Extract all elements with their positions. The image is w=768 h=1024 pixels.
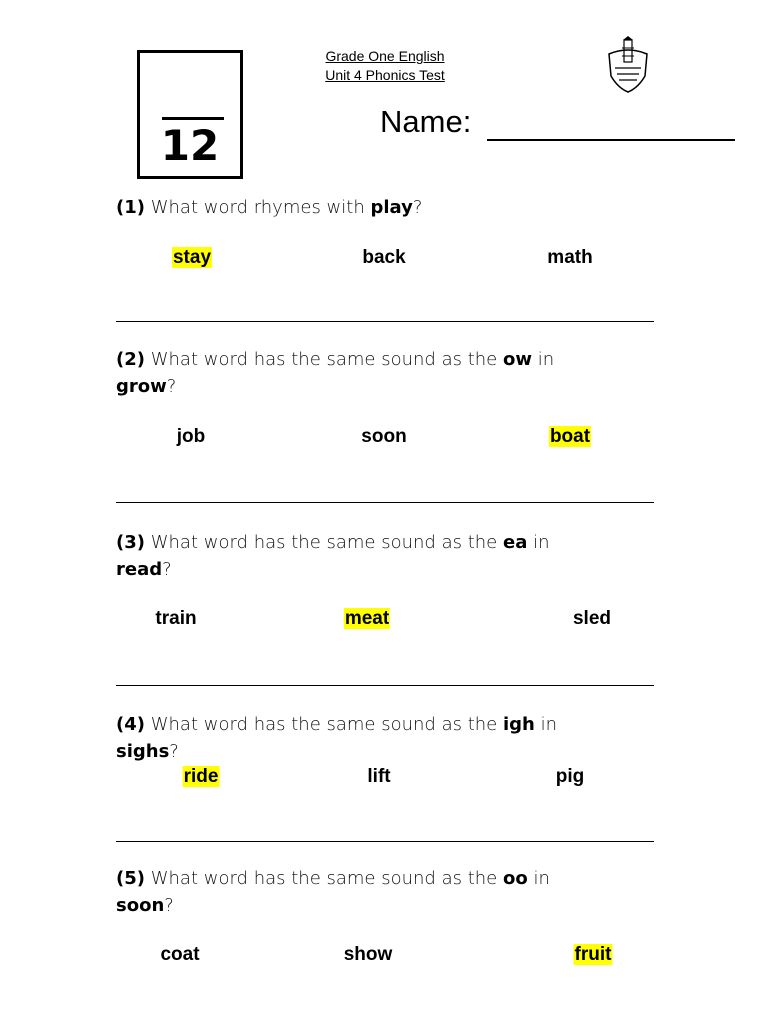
question-target-word: read bbox=[116, 559, 163, 580]
choice-stay bbox=[172, 246, 212, 269]
title-line-2: Unit 4 Phonics Test bbox=[325, 67, 445, 83]
test-title bbox=[290, 47, 480, 85]
answer-highlight: ride bbox=[183, 766, 219, 787]
question-number: (4) bbox=[116, 714, 145, 735]
question-keyword: igh bbox=[502, 714, 535, 735]
score-box bbox=[137, 50, 243, 179]
question-keyword: oo bbox=[502, 868, 528, 889]
choice-boat bbox=[549, 425, 591, 448]
question-keyword: play bbox=[370, 197, 413, 218]
question-text-end: in bbox=[531, 349, 555, 370]
choice-soon: soon bbox=[361, 426, 407, 447]
question-text: What word has the same sound as the bbox=[144, 714, 503, 735]
answer-highlight: meat bbox=[344, 608, 390, 629]
question-text: What word has the same sound as the bbox=[144, 349, 503, 370]
question-target-word: grow bbox=[116, 376, 167, 397]
question-number: (1) bbox=[116, 197, 145, 218]
divider bbox=[116, 685, 654, 686]
question-text: What word has the same sound as the bbox=[144, 868, 503, 889]
school-crest-icon bbox=[603, 36, 653, 96]
question-mark: ? bbox=[162, 559, 172, 580]
name-write-line bbox=[487, 139, 735, 141]
question-text: What word rhymes with bbox=[144, 197, 371, 218]
question-5 bbox=[116, 865, 656, 919]
question-text-end: in bbox=[527, 532, 550, 553]
question-target-word: soon bbox=[116, 895, 165, 916]
choice-show: show bbox=[343, 944, 393, 965]
question-keyword: ea bbox=[502, 532, 528, 553]
choice-back: back bbox=[362, 247, 406, 268]
question-2 bbox=[116, 346, 656, 400]
divider bbox=[116, 321, 654, 322]
choice-meat bbox=[344, 607, 390, 630]
answer-highlight: boat bbox=[549, 426, 591, 447]
name-label: Name: bbox=[380, 104, 472, 139]
title-line-1: Grade One English bbox=[325, 48, 445, 64]
score-total: 12 bbox=[160, 121, 220, 170]
choice-pig: pig bbox=[555, 766, 585, 787]
question-keyword: ow bbox=[502, 349, 532, 370]
choice-math: math bbox=[547, 247, 593, 268]
choice-coat: coat bbox=[160, 944, 200, 965]
score-fraction-line bbox=[162, 117, 224, 120]
question-text-end: in bbox=[527, 868, 550, 889]
choice-lift: lift bbox=[367, 766, 391, 787]
question-target-word: sighs bbox=[116, 741, 170, 762]
question-mark: ? bbox=[169, 741, 179, 762]
question-3 bbox=[116, 529, 656, 583]
question-1 bbox=[116, 194, 656, 221]
choice-train: train bbox=[155, 608, 197, 629]
question-number: (2) bbox=[116, 349, 145, 370]
choice-fruit bbox=[574, 943, 613, 966]
question-text-end: ? bbox=[412, 197, 423, 218]
choice-sled: sled bbox=[572, 608, 612, 629]
question-text-end: in bbox=[534, 714, 557, 735]
question-number: (3) bbox=[116, 532, 145, 553]
answer-highlight: stay bbox=[172, 247, 212, 268]
choice-job: job bbox=[176, 426, 206, 447]
answer-highlight: fruit bbox=[574, 944, 612, 965]
question-mark: ? bbox=[164, 895, 174, 916]
divider bbox=[116, 502, 654, 503]
question-text: What word has the same sound as the bbox=[144, 532, 503, 553]
question-4 bbox=[116, 711, 656, 765]
divider bbox=[116, 841, 654, 842]
question-number: (5) bbox=[116, 868, 145, 889]
choice-ride bbox=[183, 765, 220, 788]
question-mark: ? bbox=[166, 376, 177, 397]
